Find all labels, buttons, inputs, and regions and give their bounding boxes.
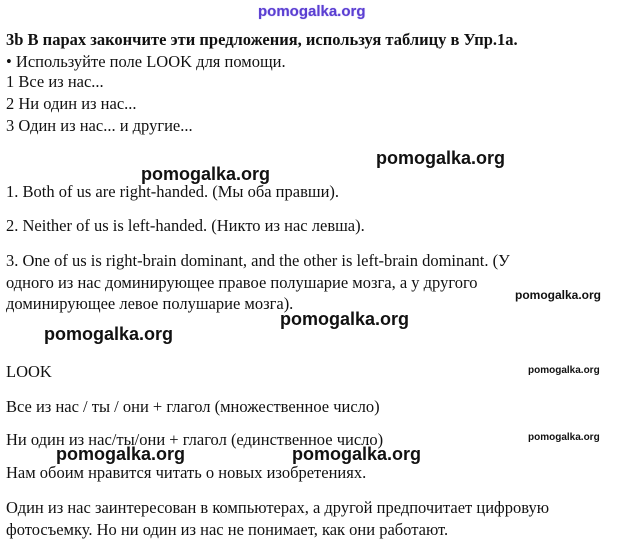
look-example-1: Нам обоим нравится читать о новых изобретениях. [6, 463, 367, 482]
look-title: LOOK [6, 362, 52, 381]
answer-3-line-3: доминирующее левое полушарие мозга). [6, 294, 294, 313]
watermark: pomogalka.org [44, 324, 174, 344]
watermark-top: pomogalka.org [258, 3, 366, 20]
watermark: pomogalka.org [515, 288, 602, 302]
answer-3-line-1: 3. One of us is right-brain dominant, and the other is left-brain dominant. (У [6, 251, 510, 270]
watermark: pomogalka.org [292, 444, 422, 464]
look-example-2-line-2: фотосъемку. Но ни один из нас не понимает, как они работают. [6, 520, 449, 539]
answer-3-line-2: одного из нас доминирующее правое полушарие мозга, а у другого [6, 273, 478, 292]
watermark: pomogalka.org [528, 432, 600, 443]
look-rule-2: Ни один из нас/ты/они + глагол (единственное число) [6, 430, 384, 449]
watermark: pomogalka.org [141, 164, 271, 184]
prompt-2: 2 Ни один из нас... [6, 94, 137, 113]
watermark: pomogalka.org [56, 444, 186, 464]
prompt-1: 1 Все из нас... [6, 72, 104, 91]
look-rule-1: Все из нас / ты / они + глагол (множественное число) [6, 397, 380, 416]
answer-1: 1. Both of us are right-handed. (Мы оба правши). [6, 182, 340, 201]
answer-2: 2. Neither of us is left-handed. (Никто из нас левша). [6, 216, 365, 235]
watermark: pomogalka.org [376, 148, 506, 168]
look-example-2-line-1: Один из нас заинтересован в компьютерах, а другой предпочитает цифровую [6, 498, 550, 517]
watermark: pomogalka.org [528, 365, 600, 376]
exercise-title: 3b В парах закончите эти предложения, используя таблицу в Упр.1а. [6, 30, 518, 49]
prompt-3: 3 Один из нас... и другие... [6, 116, 193, 135]
exercise-instruction: • Используйте поле LOOK для помощи. [6, 52, 286, 71]
watermark: pomogalka.org [280, 309, 410, 329]
